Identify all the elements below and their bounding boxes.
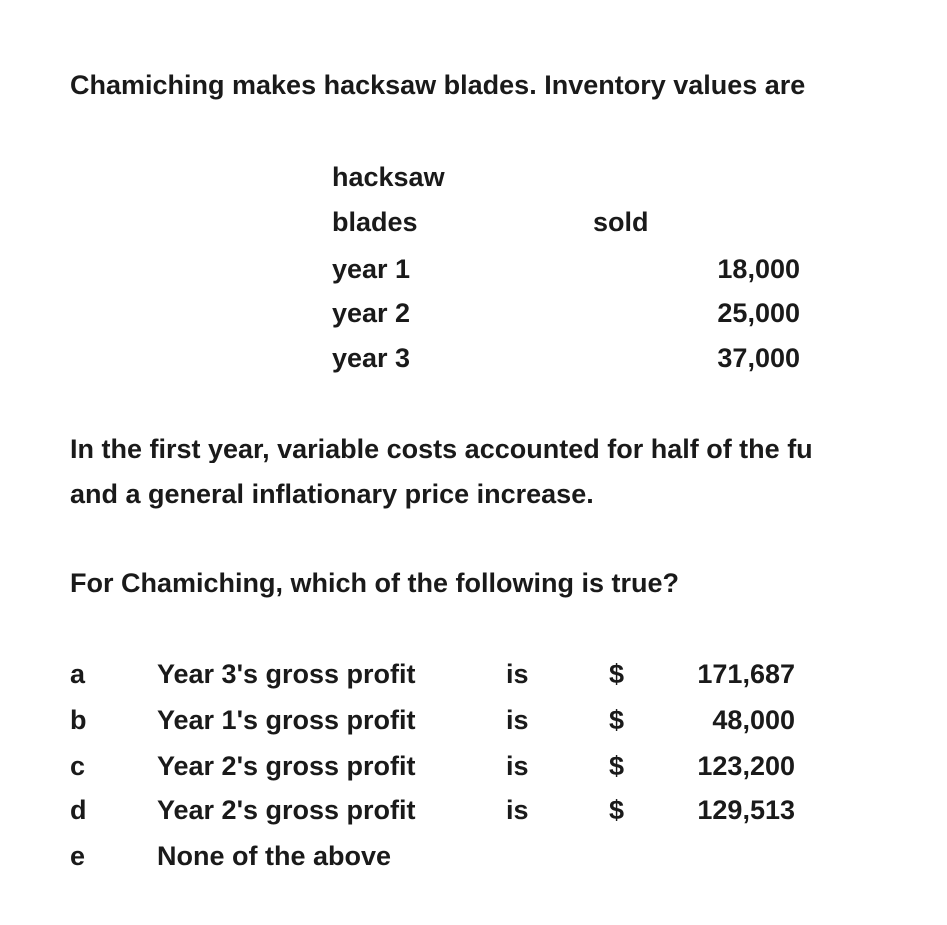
currency-symbol: $ [609, 705, 625, 735]
currency-symbol: $ [609, 795, 625, 825]
option-text: None of the above [157, 841, 392, 871]
paragraph-line1: In the first year, variable costs accounted for half of the fu [70, 436, 813, 463]
currency-symbol: $ [609, 659, 625, 689]
currency-symbol: $ [609, 751, 625, 781]
table-row-value: 37,000 [717, 343, 800, 373]
table-header-sold: sold [593, 207, 649, 237]
option-text: Year 2's gross profit [157, 795, 416, 825]
option-verb: is [506, 705, 529, 735]
table-row-label: year 2 [332, 298, 411, 328]
option-verb: is [506, 751, 529, 781]
option-amount: 48,000 [712, 705, 795, 735]
option-letter: b [70, 705, 87, 735]
option-letter: c [70, 751, 86, 781]
option-verb: is [506, 659, 529, 689]
table-row-label: year 1 [332, 254, 411, 284]
option-text: Year 1's gross profit [157, 705, 416, 735]
option-letter: e [70, 841, 86, 871]
option-amount: 123,200 [697, 751, 795, 781]
intro-text: Chamiching makes hacksaw blades. Inventory values are [70, 70, 806, 100]
question-text: For Chamiching, which of the following is true? [70, 568, 679, 598]
option-text: Year 2's gross profit [157, 751, 416, 781]
table-row-value: 18,000 [717, 254, 800, 284]
option-text: Year 3's gross profit [157, 659, 416, 689]
table-row-value: 25,000 [717, 298, 800, 328]
option-amount: 171,687 [697, 659, 795, 689]
paragraph-line2: and a general inflationary price increase. [70, 479, 594, 509]
option-amount: 129,513 [697, 795, 795, 825]
option-letter: a [70, 659, 86, 689]
table-header-line2: blades [332, 207, 418, 237]
table-row-label: year 3 [332, 343, 411, 373]
option-letter: d [70, 795, 87, 825]
table-header-line1: hacksaw [332, 162, 445, 192]
option-verb: is [506, 795, 529, 825]
